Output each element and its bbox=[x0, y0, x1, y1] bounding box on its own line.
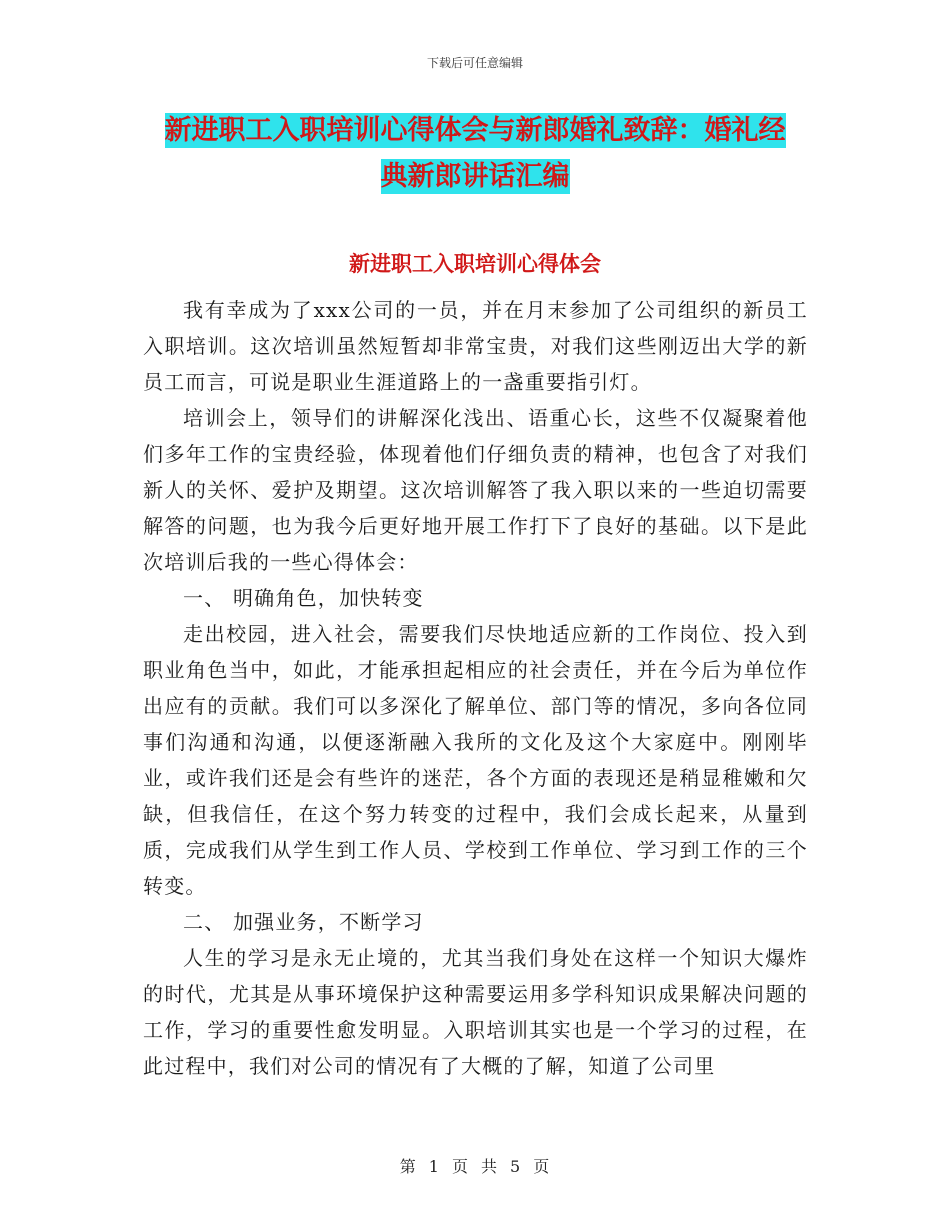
document-title-line-2: 典新郎讲话汇编 bbox=[380, 161, 570, 192]
page-number: 1 bbox=[428, 1157, 440, 1176]
page-footer bbox=[0, 1154, 950, 1177]
document-body bbox=[143, 292, 808, 1084]
section-title: 新进职工入职培训心得体会 bbox=[349, 252, 601, 276]
header-note: 下载后可任意编辑 bbox=[426, 56, 523, 70]
paragraph: 走出校园，进入社会，需要我们尽快地适应新的工作岗位、投入到职业角色当中，如此，才能承担起相应的社会责任，并在今后为单位作出应有的贡献。我们可以多深化了解单位、部门等的情况，多向各位同事们沟通和沟通，以便逐渐融入我所的文化及这个大家庭中。刚刚毕业，或许我们还是会有些许的迷茫，各个方面的表现还是稍显稚嫩和欠缺，但我信任，在这个努力转变的过程中，我们会成长起来，从量到质，完成我们从学生到工作人员、学校到工作单位、学习到工作的三个转变。 bbox=[143, 622, 808, 898]
subheading: 二、 加强业务，不断学习 bbox=[183, 910, 424, 934]
page-total: 5 bbox=[510, 1157, 522, 1176]
subheading: 一、 明确角色，加快转变 bbox=[183, 586, 424, 610]
paragraph: 培训会上，领导们的讲解深化浅出、语重心长，这些不仅凝聚着他们多年工作的宝贵经验，体现着他们仔细负责的精神，也包含了对我们新人的关怀、爱护及期望。这次培训解答了我入职以来的一些迫切需要解答的问题，也为我今后更好地开展工作打下了良好的基础。以下是此次培训后我的一些心得体会： bbox=[143, 406, 808, 574]
footer-word: 页 bbox=[451, 1157, 469, 1176]
paragraph: 我有幸成为了xxx公司的一员，并在月末参加了公司组织的新员工入职培训。这次培训虽然短暂却非常宝贵，对我们这些刚迈出大学的新员工而言，可说是职业生涯道路上的一盏重要指引灯。 bbox=[143, 298, 808, 394]
document-title bbox=[140, 108, 810, 200]
footer-word: 页 bbox=[533, 1157, 551, 1176]
footer-word: 第 bbox=[399, 1157, 417, 1176]
footer-word: 共 bbox=[481, 1157, 499, 1176]
paragraph: 人生的学习是永无止境的，尤其当我们身处在这样一个知识大爆炸的时代，尤其是从事环境保护这种需要运用多学科知识成果解决问题的工作，学习的重要性愈发明显。入职培训其实也是一个学习的过程，在此过程中，我们对公司的情况有了大概的了解，知道了公司里 bbox=[143, 946, 808, 1078]
document-title-line-1: 新进职工入职培训心得体会与新郎婚礼致辞：婚礼经 bbox=[164, 115, 786, 146]
